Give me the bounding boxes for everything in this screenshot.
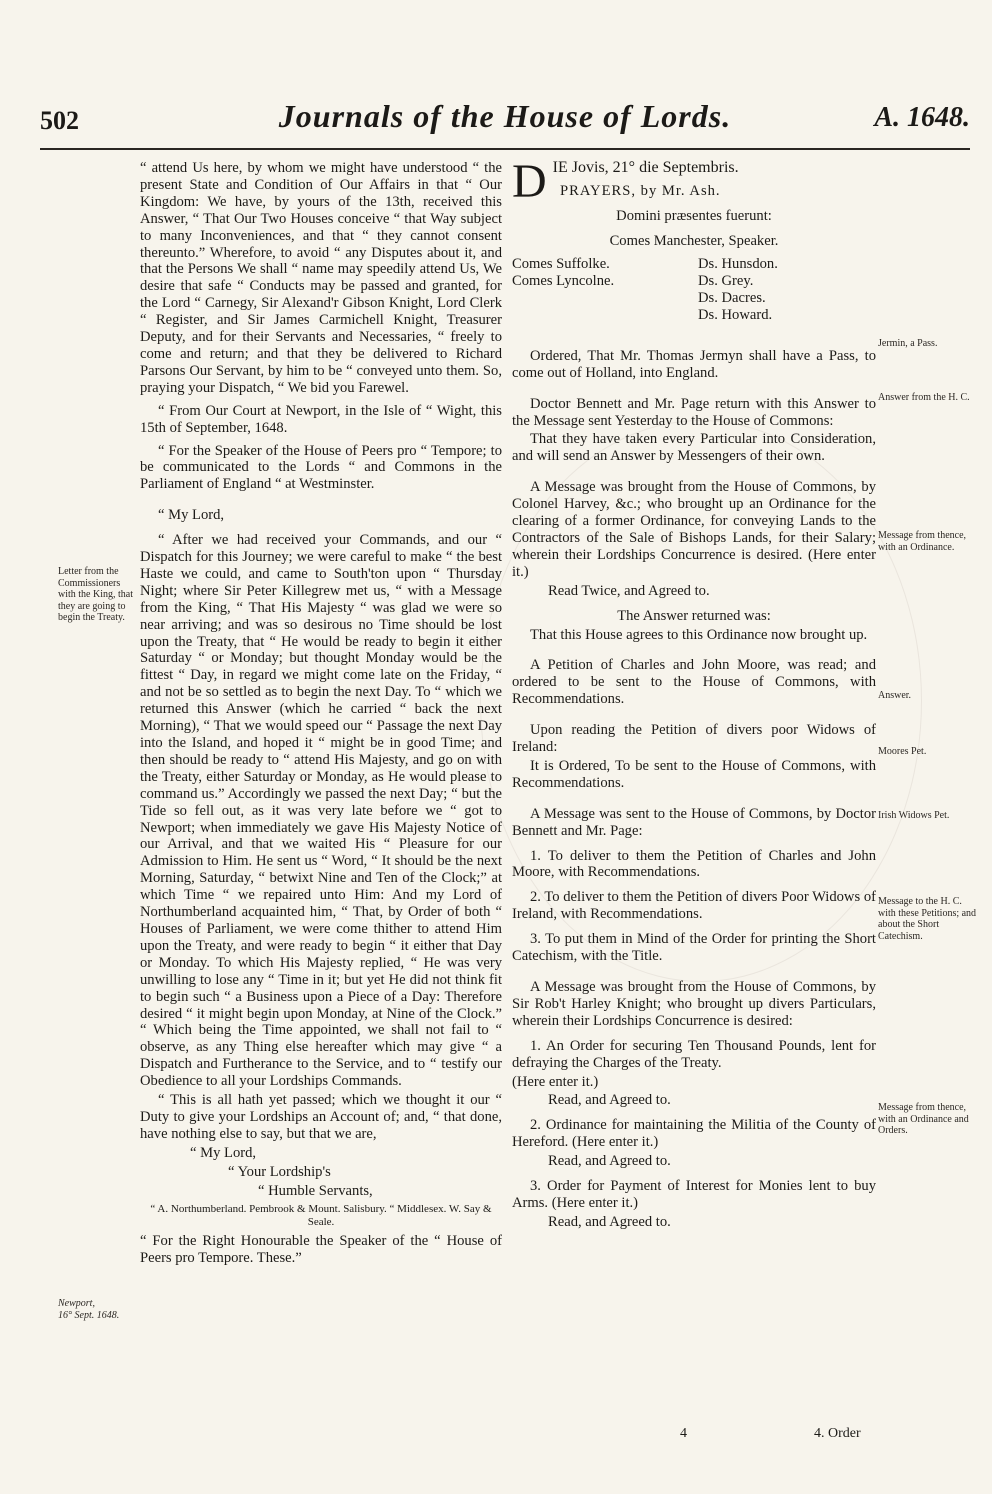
date-text: IE Jovis, 21° die Septembris. (552, 159, 739, 176)
entry-message-harley: A Message was brought from the House of Commons, by Sir Rob't Harley Knight; who brought up divers Particulars, wherein their Lordships Concurrence is desired: (512, 979, 876, 1029)
margin-note-place: Newport, (58, 1298, 95, 1309)
entry-answer-return: Doctor Bennett and Mr. Page return with this Answer to the Message sent Yesterday to the House of Commons: (512, 395, 876, 429)
entry-order-1-enter: (Here enter it.) (512, 1073, 599, 1090)
entry-moore-petition: A Petition of Charles and John Moore, was read; and ordered to be sent to the House of Commons, with Recommendations. (512, 657, 876, 708)
letter-king-dateline: “ From Our Court at Newport, in the Isle of “ Wight, this 15th of September, 1648. (140, 402, 502, 436)
entry-order-1: 1. An Order for securing Ten Thousand Pounds, lent for defraying the Charges of the Treaty. (512, 1037, 876, 1071)
margin-note-message-orders: Message from thence, with an Ordinance and Orders. (878, 1102, 969, 1136)
signatories: “ A. Northumberland. Pembrook & Mount. Salisbury. “ Middlesex. W. Say & Seale. (150, 1203, 492, 1229)
entry-answer-returned: The Answer returned was: (617, 607, 771, 624)
closing-your-lordships: “ Your Lordship's (228, 1163, 331, 1180)
entry-item-1: 1. To deliver to them the Petition of Charles and John Moore, with Recommendations. (512, 847, 876, 881)
entry-order-2: 2. Ordinance for maintaining the Militia of the County of Hereford. (Here enter it.) (512, 1117, 876, 1151)
entry-read-twice: Read Twice, and Agreed to. (548, 582, 710, 599)
entry-order-1-agreed: Read, and Agreed to. (548, 1092, 671, 1109)
entry-message-sent: A Message was sent to the House of Commons, by Doctor Bennett and Mr. Page: (512, 805, 876, 839)
prayers-line: PRAYERS, by Mr. Ash. (560, 182, 721, 199)
right-column (512, 155, 876, 1233)
roster-entry: Ds. Howard. (698, 306, 773, 323)
entry-order-3: 3. Order for Payment of Interest for Monies lent to buy Arms. (Here enter it.) (512, 1178, 876, 1211)
salutation: “ My Lord, (158, 507, 225, 524)
margin-note-moores: Moores Pet. (878, 746, 927, 757)
entry-widows-ordered: It is Ordered, To be sent to the House of Commons, with Recommendations. (512, 757, 876, 791)
closing-my-lord: “ My Lord, (190, 1144, 257, 1161)
catchword: 4. Order (814, 1426, 861, 1441)
entry-answer-text: That they have taken every Particular into Consideration, and will send an Answer by Messengers of their own. (512, 431, 876, 465)
speaker-line: Comes Manchester, Speaker. (609, 232, 779, 249)
closing-humble-servants: “ Humble Servants, (258, 1182, 373, 1199)
margin-note-letter: Letter from the Commissioners with the King, that they are going to begin the Treaty. (58, 566, 133, 623)
header-rule (40, 148, 970, 150)
letter-king-text: “ attend Us here, by whom we might have understood “ the present State and Condition of Our Affairs in that “ Our Kingdom: We have, by yours of the 13th, received this Answer, “ That Our Two Houses conceive “ that Way subject to many Inconveniences, and that “ they cannot consent thereunto.” Wherefore, to avoid “ any Disputes about it, and that the Persons We shall “ name may speedily attend Us, We desire that safe “ Conducts may be passed and granted, for the Lord “ Carnegy, Sir Alexand'r Gibson Knight, Lord Clerk “ Register, and Sir James Carmichell Knight, Treasurer Deputy, and for their Servants and Necessaries, “ freely to come and return; and that they be delivered to Richard Parsons Our Servant, by him to be “ conveyed unto them. So, praying your Dispatch, “ We bid you Farewel. (140, 160, 502, 396)
letter-address: “ For the Right Honourable the Speaker of the “ House of Peers pro Tempore. These.” (140, 1233, 502, 1267)
margin-note-message-hc: Message to the H. C. with these Petitions; and about the Short Catechism. (878, 896, 977, 942)
margin-note-irish-widows: Irish Widows Pet. (878, 810, 950, 821)
margin-note-answer: Answer. (878, 690, 912, 701)
roster-entry: Ds. Grey. (698, 272, 754, 289)
entry-order-2-agreed: Read, and Agreed to. (548, 1153, 671, 1170)
entry-message-harvey: A Message was brought from the House of Commons, by Colonel Harvey, &c.; who brought up an Ordinance for the clearing of a former Ordinance, for conveying Lands to the Contractors of the Sale of Bishops Lands, for their Salary; wherein their Lordships Concurrence is desired. (Here enter it.) (512, 479, 876, 580)
entry-order-3-agreed: Read, and Agreed to. (548, 1213, 671, 1230)
margin-note-date: 16° Sept. 1648. (58, 1310, 120, 1321)
roster-entry: Comes Lyncolne. (512, 272, 615, 289)
page-number: 502 (40, 106, 79, 135)
commissioners-letter-body: “ After we had received your Commands, and our “ Dispatch for this Journey; we were careful to make “ the best Haste we could, and came to South'ton upon “ Thursday Night; where Sir Peter Killegrew met us, “ with a Message from the King, “ That His Majesty “ was glad we were so near arriving; and was so desirous no Time should be lost upon the Treaty, that “ He would be ready to begin it either Saturday “ or Monday; but thought Monday would be the fittest “ Day, in regard we might come late on the Friday, “ and not be so settled as to begin the next Day. To “ which we returned this Answer (which he carried “ back the next Morning), “ That we would speed our “ Passage the next Day into the Island, and hoped it “ might be in good Time; and then should be ready to “ attend His Majesty, and go on with the Treaty, either Saturday or Monday, as He would please to command us.” Accordingly we passed the next Day; “ but the Tide so fell out, as it was very late before we “ got to Newport; when immediately we gave His Majesty Notice of our Arrival, and that we waited His “ Pleasure for our Admission to Him. He sent us “ Word, “ It should be the next Morning, Saturday, “ betwixt Nine and Ten of the Clock;” at which Time “ we repaired unto Him: And my Lord of Northumberland acquainted him, “ That, by Order of both “ Houses of Parliament, we were come thither to attend Him upon the Treaty, and were ready to begin “ it either that Day or Monday. To which His Majesty replied, “ He was very unwilling to lose any “ Time in it; but yet He did not think fit to begin such “ a Business upon a Piece of a Day: Therefore desired “ it might begin upon Monday, at Nine of the Clock.” “ Which being the Time appointed, we shall not fail to “ observe, as any Thing else hereafter which may give “ a Dispatch and Furtherance to the Service, and to “ testify our Obedience to all your Lordships Commands. (140, 532, 502, 1090)
drop-cap: D (512, 155, 547, 208)
attendance-roster (512, 256, 876, 338)
domini-heading: Domini præsentes fuerunt: (616, 208, 772, 224)
entry-item-3: 3. To put them in Mind of the Order for printing the Short Catechism, with the Title. (512, 931, 876, 965)
commissioners-letter-close: “ This is all hath yet passed; which we thought it our “ Duty to give your Lordships an Account of; and, “ that done, have nothing else to say, but that we are, (140, 1092, 502, 1142)
letter-king-address: “ For the Speaker of the House of Peers pro “ Tempore; to be communicated to the Lords “ and Commons in the Parliament of England “ at Westminster. (140, 442, 502, 493)
margin-note-message-ordinance: Message from thence, with an Ordinance. (878, 530, 967, 553)
margin-note-jermin: Jermin, a Pass. (878, 338, 938, 349)
roster-entry: Ds. Dacres. (698, 289, 766, 306)
running-title: Journals of the House of Lords. (278, 98, 732, 134)
margin-note-answer-hc: Answer from the H. C. (878, 392, 970, 403)
entry-widows-petition: Upon reading the Petition of divers poor Widows of Ireland: (512, 722, 876, 756)
entry-item-2: 2. To deliver to them the Petition of divers Poor Widows of Ireland, with Recommendations. (512, 889, 876, 923)
entry-house-agrees: That this House agrees to this Ordinance now brought up. (530, 626, 868, 643)
roster-entry: Comes Suffolke. (512, 255, 610, 272)
running-header (40, 92, 970, 140)
left-column (140, 160, 502, 1269)
entry-jermyn-pass: Ordered, That Mr. Thomas Jermyn shall have a Pass, to come out of Holland, into England. (512, 347, 876, 381)
year-label: A. 1648. (874, 102, 970, 133)
roster-entry: Ds. Hunsdon. (698, 255, 778, 272)
signature-mark: 4 (680, 1426, 687, 1441)
